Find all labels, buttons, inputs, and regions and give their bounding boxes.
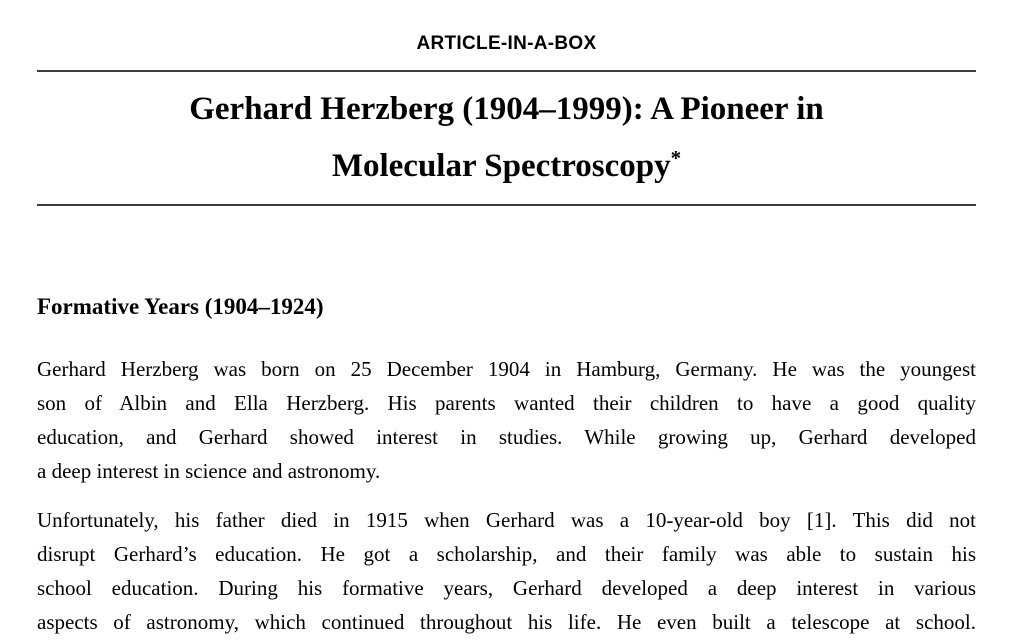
text-line: education, and Gerhard showed interest in studies. While growing up, Gerhard developed xyxy=(37,425,976,449)
text-line: aspects of astronomy, which continued throughout his life. He even built a telescope at school. xyxy=(37,610,976,634)
text-line: Unfortunately, his father died in 1915 when Gerhard was a 10-year-old boy [1]. This did not xyxy=(37,508,976,532)
text-line: disrupt Gerhard’s education. He got a scholarship, and their family was able to sustain his xyxy=(37,542,976,566)
horizontal-rule-top xyxy=(37,70,976,72)
paragraph xyxy=(37,352,976,488)
article-body xyxy=(37,352,976,642)
article-kicker: ARTICLE-IN-A-BOX xyxy=(416,33,597,54)
paragraph xyxy=(37,503,976,639)
text-line: son of Albin and Ella Herzberg. His parents wanted their children to have a good quality xyxy=(37,391,976,415)
article-title xyxy=(37,85,976,191)
text-line: school education. During his formative years, Gerhard developed a deep interest in various xyxy=(37,576,976,600)
horizontal-rule-bottom xyxy=(37,204,976,206)
section-heading: Formative Years (1904–1924) xyxy=(37,294,324,319)
text-line: Gerhard Herzberg was born on 25 December 1904 in Hamburg, Germany. He was the youngest xyxy=(37,357,976,381)
article-title-line1: Gerhard Herzberg (1904–1999): A Pioneer in xyxy=(189,91,824,127)
footnote-marker: * xyxy=(670,146,682,170)
text-line: a deep interest in science and astronomy. xyxy=(37,459,381,483)
article-title-line2: Molecular Spectroscopy xyxy=(331,148,671,184)
